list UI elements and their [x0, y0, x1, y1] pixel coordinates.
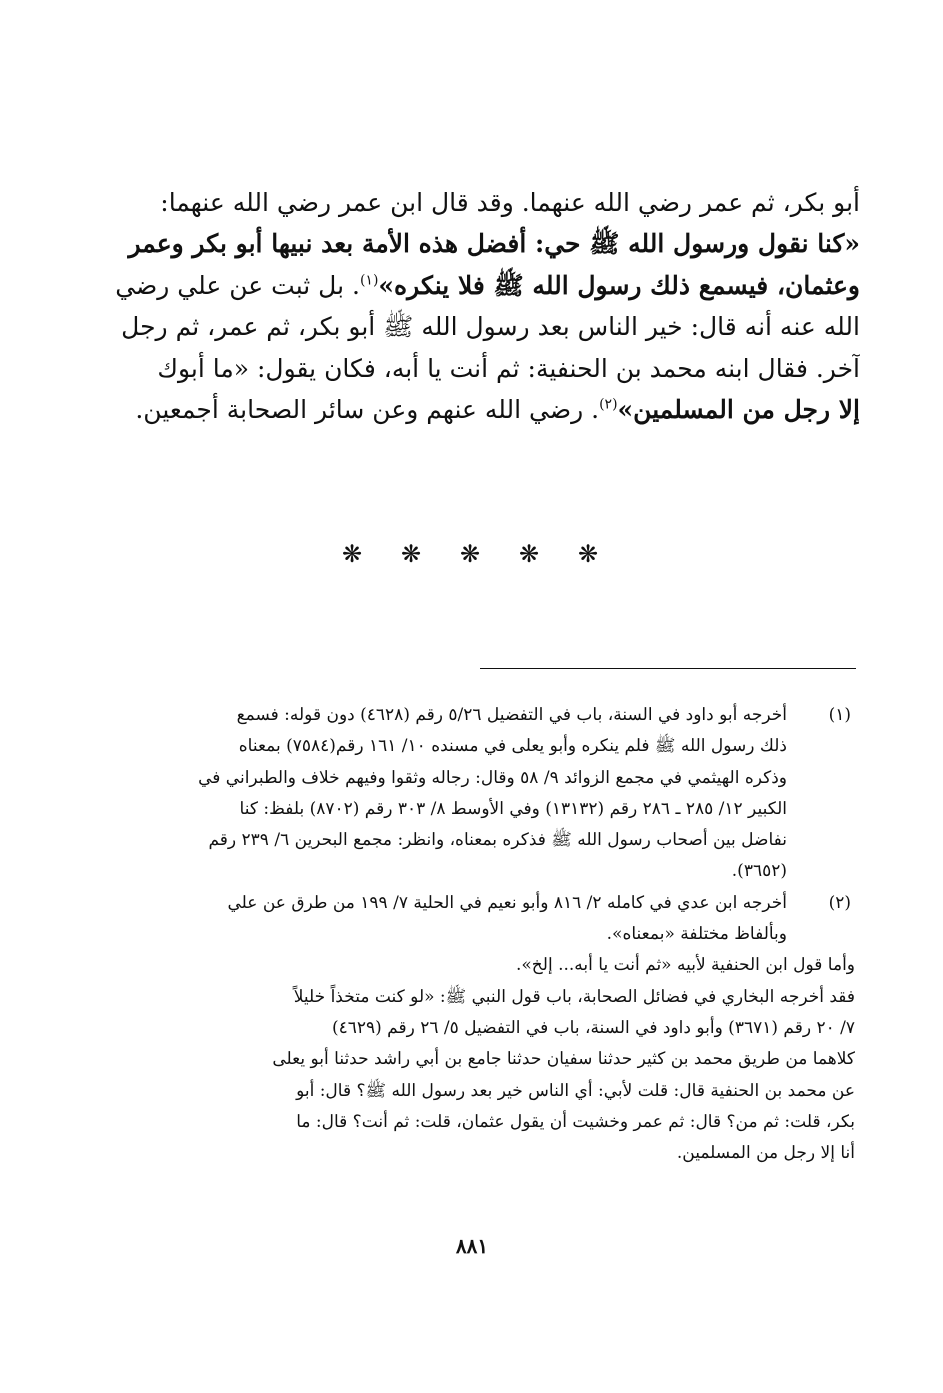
main-line-3-tail: . بل ثبت عن علي رضي — [115, 270, 360, 300]
footnote-divider — [480, 668, 856, 669]
asterisk-icon: ❋ — [341, 540, 363, 568]
footnote-number: (١) — [828, 705, 851, 725]
main-line-4: الله عنه أنه قال: خير الناس بعد رسول الله ﷺ أبو بكر، ثم عمر، ثم رجل — [121, 312, 860, 342]
footnote-1 — [100, 700, 855, 888]
footnote-2 — [100, 888, 855, 951]
main-line-6 — [100, 389, 860, 430]
footnote-ref-2: (٢) — [599, 396, 618, 413]
footnote-line: ٧/ ٢٠ رقم (٣٦٧١) وأبو داود في السنة، باب في التفضيل ٥/ ٢٦ رقم (٤٦٢٩) — [331, 1017, 855, 1038]
asterisk-icon: ❋ — [459, 540, 481, 568]
footnote-line: نفاضل بين أصحاب رسول الله ﷺ فذكره بمعناه، وانظر: مجمع البحرين ٦/ ٢٣٩ رقم — [208, 830, 787, 851]
footnote-line: عن محمد بن الحنفية قال: قلت لأبي: أي الناس خير بعد رسول الله ﷺ؟ قال: أبو — [296, 1080, 855, 1101]
footnote-ref-1: (١) — [359, 272, 379, 289]
main-line-5: آخر. فقال ابنه محمد بن الحنفية: ثم أنت يا أبه، فكان يقول: «ما أبوك — [157, 353, 860, 383]
footnotes — [100, 700, 855, 1169]
main-line-3 — [100, 265, 860, 306]
main-paragraph — [100, 182, 860, 430]
asterisk-icon: ❋ — [577, 540, 599, 568]
main-line-1: أبو بكر، ثم عمر رضي الله عنهما. وقد قال ابن عمر رضي الله عنهما: — [160, 188, 860, 217]
main-line-6-tail: . رضي الله عنهم وعن سائر الصحابة أجمعين. — [135, 394, 600, 424]
footnote-line: الكبير ١٢/ ٢٨٥ ـ ٢٨٦ رقم (١٣١٣٢) وفي الأوسط ٨/ ٣٠٣ رقم (٨٧٠٢) بلفظ: كنا — [239, 798, 787, 819]
footnote-line: فقد أخرجه البخاري في فضائل الصحابة، باب قول النبي ﷺ: «لو كنت متخذاً خليلاً — [293, 986, 855, 1007]
footnote-line: بكر، قلت: ثم من؟ قال: ثم عمر وخشيت أن يقول عثمان، قلت: ثم أنت؟ قال: ما — [296, 1111, 855, 1132]
main-line-6-quote: إلا رجل من المسلمين» — [617, 394, 860, 424]
footnote-line: وذكره الهيثمي في مجمع الزوائد ٩/ ٥٨ وقال: رجاله وثقوا وفيهم خلاف والطبراني في — [198, 767, 787, 788]
footnote-line: ذلك رسول الله ﷺ فلم ينكره وأبو يعلى في مسنده ١٠/ ١٦١ رقم(٧٥٨٤) بمعناه — [238, 736, 787, 757]
main-line-2: «كنا نقول ورسول الله ﷺ حي: أفضل هذه الأمة بعد نبيها أبو بكر وعمر — [128, 229, 860, 259]
footnote-line: أخرجه أبو داود في السنة، باب في التفضيل ٥/٢٦ رقم (٤٦٢٨) دون قوله: فسمع — [236, 705, 787, 725]
footnote-line: وبألفاظ مختلفة «بمعناه». — [606, 924, 787, 945]
footnote-line: أخرجه ابن عدي في كامله ٢/ ٨١٦ وأبو نعيم في الحلية ٧/ ١٩٩ من طرق عن علي — [227, 892, 787, 913]
footnote-line: (٣٦٥٢). — [731, 861, 787, 882]
footnote-line: أنا إلا رجل من المسلمين. — [676, 1143, 855, 1164]
footnote-2-continuation — [100, 950, 855, 1169]
asterisk-icon: ❋ — [400, 540, 422, 568]
footnote-line: كلاهما من طريق محمد بن كثير حدثنا سفيان حدثنا جامع بن أبي راشد حدثنا أبو يعلى — [272, 1049, 855, 1070]
footnote-line: وأما قول ابن الحنفية لأبيه «ثم أنت يا أبه... إلخ». — [516, 955, 855, 976]
asterisk-icon: ❋ — [518, 540, 540, 568]
main-line-3-quote: وعثمان، فيسمع ذلك رسول الله ﷺ فلا ينكره» — [378, 270, 860, 300]
section-separator — [340, 540, 600, 568]
page-number: ٨٨١ — [455, 1234, 489, 1258]
footnote-number: (٢) — [828, 892, 851, 913]
